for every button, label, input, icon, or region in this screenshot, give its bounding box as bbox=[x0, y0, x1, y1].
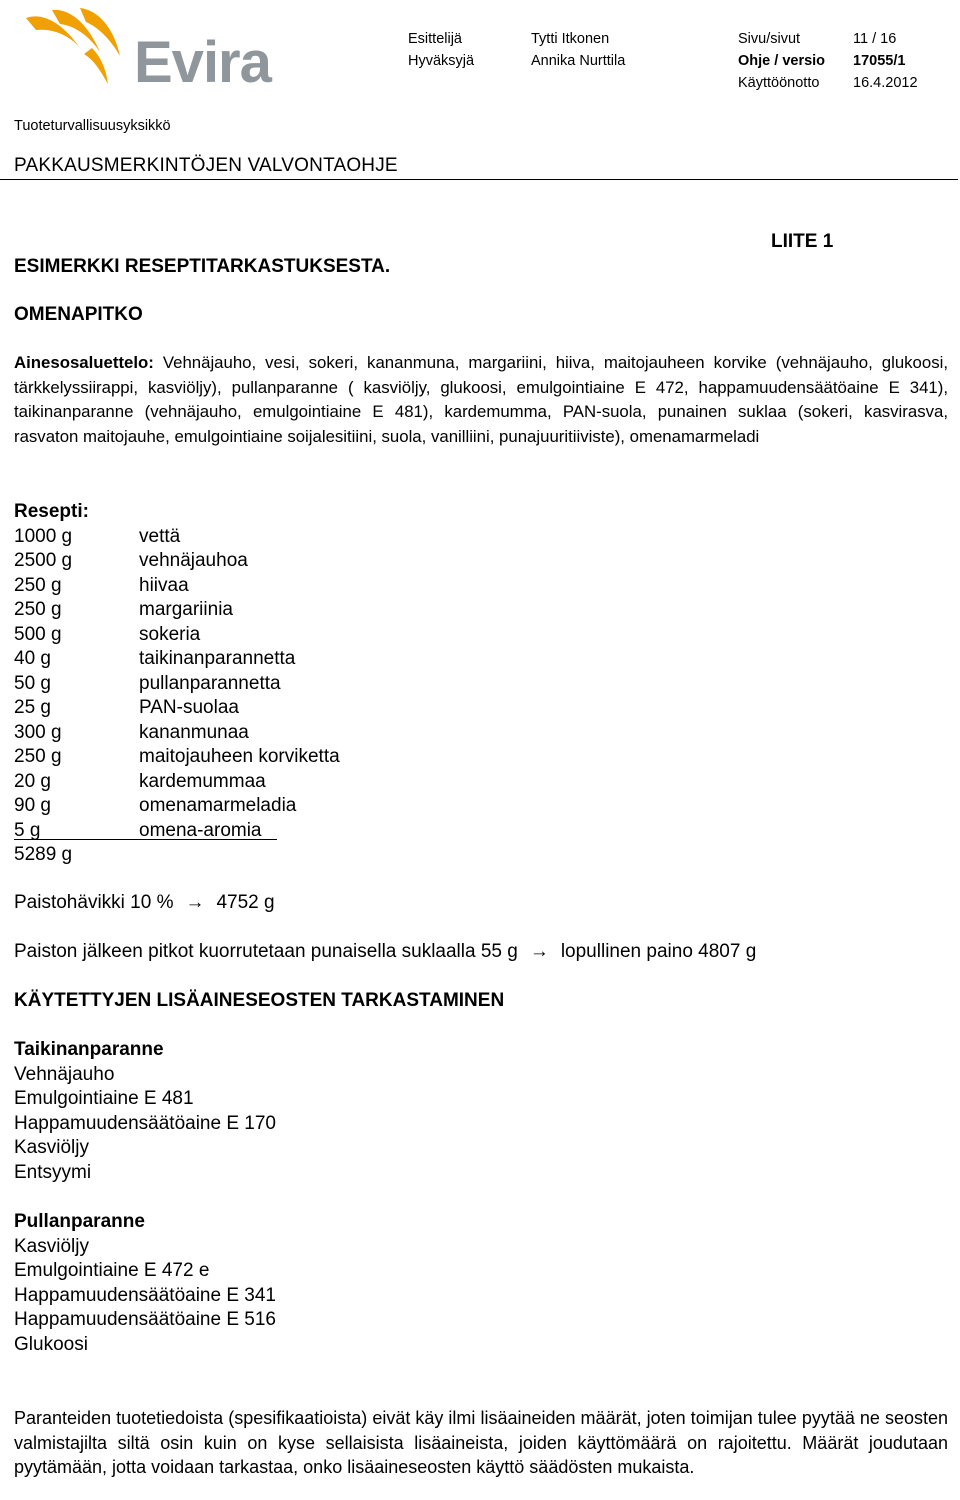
recipe-amount: 2500 g bbox=[14, 550, 73, 571]
mix-item: Happamuudensäätöaine E 170 bbox=[14, 1112, 276, 1134]
recipe-amount: 500 g bbox=[14, 623, 62, 645]
organization-unit: Tuoteturvallisuusyksikkö bbox=[14, 118, 171, 134]
mix-pullanparanne bbox=[14, 1210, 276, 1357]
presenter-label: Esittelijä bbox=[408, 31, 462, 47]
ingredients-text: Vehnäjauho, vesi, sokeri, kananmuna, margariini, hiiva, maitojauheen korvike (vehnäjauho, glukoosi, tärkkelyssiirappi, kasviöljy), pullanparanne ( kasviöljy, glukoosi, emulgointiaine E 472, happamuudensäätöaine E 341), taikinanparanne (vehnäjauho, emulgointiaine E 481), kardemumma, PAN-suola, punainen suklaa (sokeri, kasvirasva, rasvaton maitojauhe, emulgointiaine soijalesitiini, suola, vanilliini, punajuuritiiviste), omenamarmeladi bbox=[14, 353, 948, 446]
recipe-ingredient: pullanparannetta bbox=[139, 672, 281, 694]
recipe-ingredient: hiivaa bbox=[139, 574, 189, 596]
recipe-ingredient: margariinia bbox=[139, 599, 233, 620]
evira-logo bbox=[22, 8, 274, 95]
recipe-ingredient: PAN-suolaa bbox=[139, 697, 239, 718]
logo-swoosh-icon bbox=[22, 8, 132, 90]
mix-name: Taikinanparanne bbox=[14, 1039, 164, 1060]
mix-item: Vehnäjauho bbox=[14, 1063, 115, 1085]
closing-paragraph: Paranteiden tuotetiedoista (spesifikaatioista) eivät käy ilmi lisäaineiden määrät, joten toimijan tulee pyytää ne seosten valmistajilta siltä osin kuin on kyse sellaisista lisäaineista, joiden käyttömäärä on rajoitettu. Määrät joudutaan pyytämään, jotta voidaan tarkastaa, onko lisäaineseosten käyttö säädösten mukaista. bbox=[14, 1408, 948, 1477]
recipe-total: 5289 g bbox=[14, 844, 73, 865]
effective-date-value: 16.4.2012 bbox=[853, 75, 918, 91]
recipe-ingredient: kananmunaa bbox=[139, 721, 249, 743]
mix-taikinanparanne bbox=[14, 1038, 276, 1185]
recipe-row bbox=[14, 623, 201, 648]
example-heading: ESIMERKKI RESEPTITARKASTUKSESTA. bbox=[14, 256, 391, 277]
mix-item: Happamuudensäätöaine E 341 bbox=[14, 1284, 276, 1306]
recipe-ingredient: omenamarmeladia bbox=[139, 795, 297, 816]
recipe-row bbox=[14, 819, 262, 844]
recipe-ingredient: maitojauheen korviketta bbox=[139, 746, 340, 767]
recipe-label: Resepti: bbox=[14, 501, 89, 522]
mix-item: Glukoosi bbox=[14, 1333, 88, 1355]
recipe-ingredient: vehnäjauhoa bbox=[139, 550, 248, 571]
section-heading: KÄYTETTYJEN LISÄAINESEOSTEN TARKASTAMINEN bbox=[14, 990, 505, 1011]
recipe-row bbox=[14, 598, 233, 623]
recipe-row bbox=[14, 574, 189, 599]
arrow-right-icon: → bbox=[185, 892, 205, 913]
recipe-ingredient: taikinanparannetta bbox=[139, 648, 296, 669]
mix-item: Entsyymi bbox=[14, 1161, 92, 1183]
recipe-row bbox=[14, 647, 296, 672]
presenter-name: Tytti Itkonen bbox=[531, 31, 610, 47]
after-baking-text: Paiston jälkeen pitkot kuorrutetaan punaisella suklaalla 55 g bbox=[14, 941, 518, 962]
recipe-amount: 300 g bbox=[14, 721, 62, 743]
header-divider bbox=[0, 179, 958, 180]
recipe-ingredient: kardemummaa bbox=[139, 770, 266, 792]
mix-item: Happamuudensäätöaine E 516 bbox=[14, 1309, 276, 1330]
logo-wordmark: Evira bbox=[134, 30, 271, 95]
pages-label: Sivu/sivut bbox=[738, 31, 801, 47]
approver-name: Annika Nurttila bbox=[531, 53, 626, 69]
recipe-rows bbox=[14, 525, 340, 844]
recipe-row bbox=[14, 549, 248, 574]
recipe-amount: 90 g bbox=[14, 795, 51, 816]
mix-item: Kasviöljy bbox=[14, 1137, 89, 1158]
header-labels-left bbox=[408, 30, 474, 70]
baking-loss-text: Paistohävikki 10 % bbox=[14, 892, 174, 913]
recipe-amount: 250 g bbox=[14, 599, 62, 620]
recipe-amount: 5 g bbox=[14, 819, 41, 841]
mix-item: Emulgointiaine E 481 bbox=[14, 1088, 194, 1109]
product-title: OMENAPITKO bbox=[14, 304, 143, 325]
recipe-amount: 50 g bbox=[14, 672, 51, 694]
recipe-amount: 25 g bbox=[14, 697, 51, 718]
after-baking-result: lopullinen paino 4807 g bbox=[560, 941, 757, 962]
recipe-row bbox=[14, 672, 281, 697]
recipe-amount: 20 g bbox=[14, 770, 51, 792]
mix-item: Kasviöljy bbox=[14, 1235, 89, 1257]
mix-item: Emulgointiaine E 472 e bbox=[14, 1260, 210, 1281]
recipe-ingredient: omena-aromia bbox=[139, 819, 262, 841]
arrow-right-icon: → bbox=[529, 941, 549, 962]
approver-label: Hyväksyjä bbox=[408, 53, 475, 69]
recipe bbox=[14, 500, 340, 868]
after-baking-line bbox=[14, 940, 756, 965]
recipe-ingredient: vettä bbox=[139, 525, 181, 547]
version-value: 17055/1 bbox=[853, 53, 906, 69]
document-title: PAKKAUSMERKINTÖJEN VALVONTAOHJE bbox=[14, 155, 398, 176]
baking-loss-result: 4752 g bbox=[216, 892, 275, 913]
recipe-row bbox=[14, 794, 297, 819]
recipe-row bbox=[14, 696, 239, 721]
recipe-amount: 250 g bbox=[14, 746, 62, 767]
ingredients-paragraph bbox=[14, 351, 948, 449]
recipe-amount: 1000 g bbox=[14, 525, 73, 547]
header-labels-right bbox=[738, 30, 825, 92]
mix-name: Pullanparanne bbox=[14, 1211, 145, 1232]
recipe-ingredient: sokeria bbox=[139, 623, 201, 645]
pages-value: 11 / 16 bbox=[853, 31, 897, 47]
sum-underline bbox=[14, 839, 277, 840]
header-names bbox=[531, 30, 625, 70]
recipe-amount: 40 g bbox=[14, 648, 51, 669]
baking-loss-line bbox=[14, 891, 275, 916]
attachment-label: LIITE 1 bbox=[771, 231, 834, 252]
recipe-row bbox=[14, 721, 249, 746]
header-values-right bbox=[853, 30, 918, 92]
recipe-row bbox=[14, 745, 340, 770]
version-label: Ohje / versio bbox=[738, 53, 826, 69]
recipe-row bbox=[14, 525, 181, 550]
recipe-row bbox=[14, 770, 266, 795]
recipe-amount: 250 g bbox=[14, 574, 62, 596]
ingredients-label: Ainesosaluettelo: bbox=[14, 353, 154, 372]
effective-date-label: Käyttöönotto bbox=[738, 75, 820, 91]
